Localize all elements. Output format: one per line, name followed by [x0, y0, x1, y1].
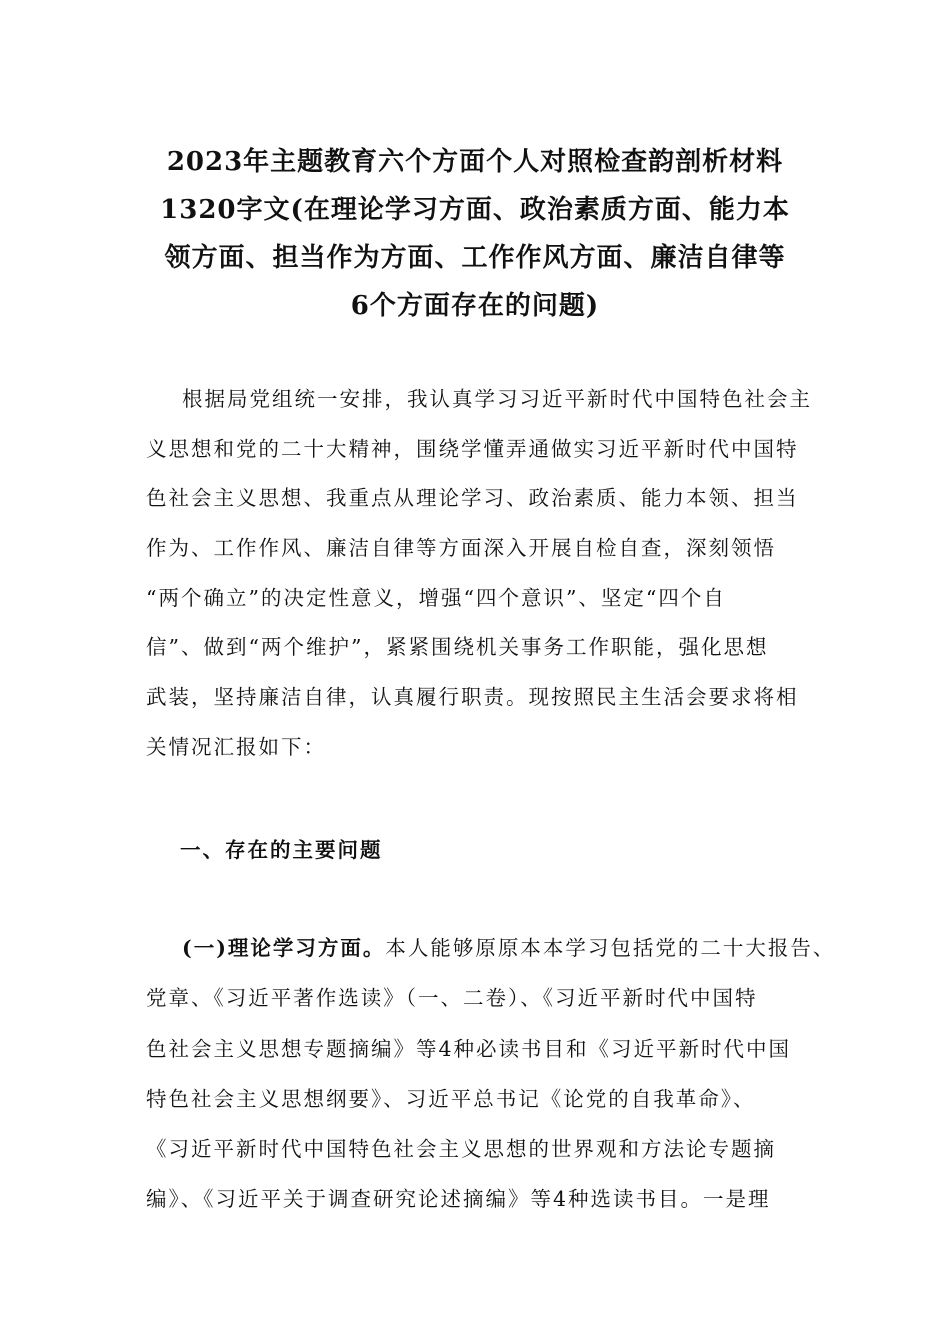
title-line-3: 领方面、担当作为方面、工作作风方面、廉洁自律等 [164, 243, 786, 273]
theory-study-paragraph [146, 923, 836, 1225]
intro-line: 作为、工作作风、廉洁自律等方面深入开展自检自查，深刻领悟 [146, 536, 776, 561]
paragraph-line: 特色社会主义思想纲要》、习近平总书记《论党的自我革命》、 [146, 1086, 756, 1111]
section-heading: 一、存在的主要问题 [180, 838, 383, 862]
intro-line: 义思想和党的二十大精神，围绕学懂弄通做实习近平新时代中国特 [146, 436, 799, 461]
paragraph-line: 色社会主义思想专题摘编》等4种必读书目和《习近平新时代中国 [146, 1036, 792, 1061]
subsection-heading: (一)理论学习方面。 [182, 936, 386, 960]
intro-line: 武装，坚持廉洁自律，认真履行职责。现按照民主生活会要求将相 [146, 685, 799, 710]
paragraph-line: 编》、《习近平关于调查研究论述摘编》等4种选读书目。一是理 [146, 1187, 771, 1212]
intro-line: 关情况汇报如下： [146, 734, 326, 759]
title-line-4: 6个方面存在的问题) [350, 291, 600, 321]
paragraph-line: 党章、《习近平著作选读》（一、二卷）、《习近平新时代中国特 [146, 986, 758, 1011]
intro-line: 根据局党组统一安排，我认真学习习近平新时代中国特色社会主 [182, 387, 812, 411]
intro-paragraph [146, 375, 836, 773]
intro-line: “两个确立”的决定性意义，增强“四个意识”、坚定“四个自 [146, 585, 726, 610]
document-title [140, 138, 810, 330]
title-line-1: 2023年主题教育六个方面个人对照检查韵剖析材料 [166, 147, 784, 177]
intro-line: 信”、做到“两个维护”，紧紧围绕机关事务工作职能，强化思想 [146, 635, 769, 660]
intro-line: 色社会主义思想、我重点从理论学习、政治素质、能力本领、担当 [146, 486, 799, 511]
paragraph-first-line [146, 923, 836, 973]
paragraph-line: 《习近平新时代中国特色社会主义思想的世界观和方法论专题摘 [146, 1137, 776, 1162]
paragraph-text: 本人能够原原本本学习包括党的二十大报告、 [385, 936, 836, 960]
title-line-2: 1320字文(在理论学习方面、政治素质方面、能力本 [160, 195, 790, 225]
